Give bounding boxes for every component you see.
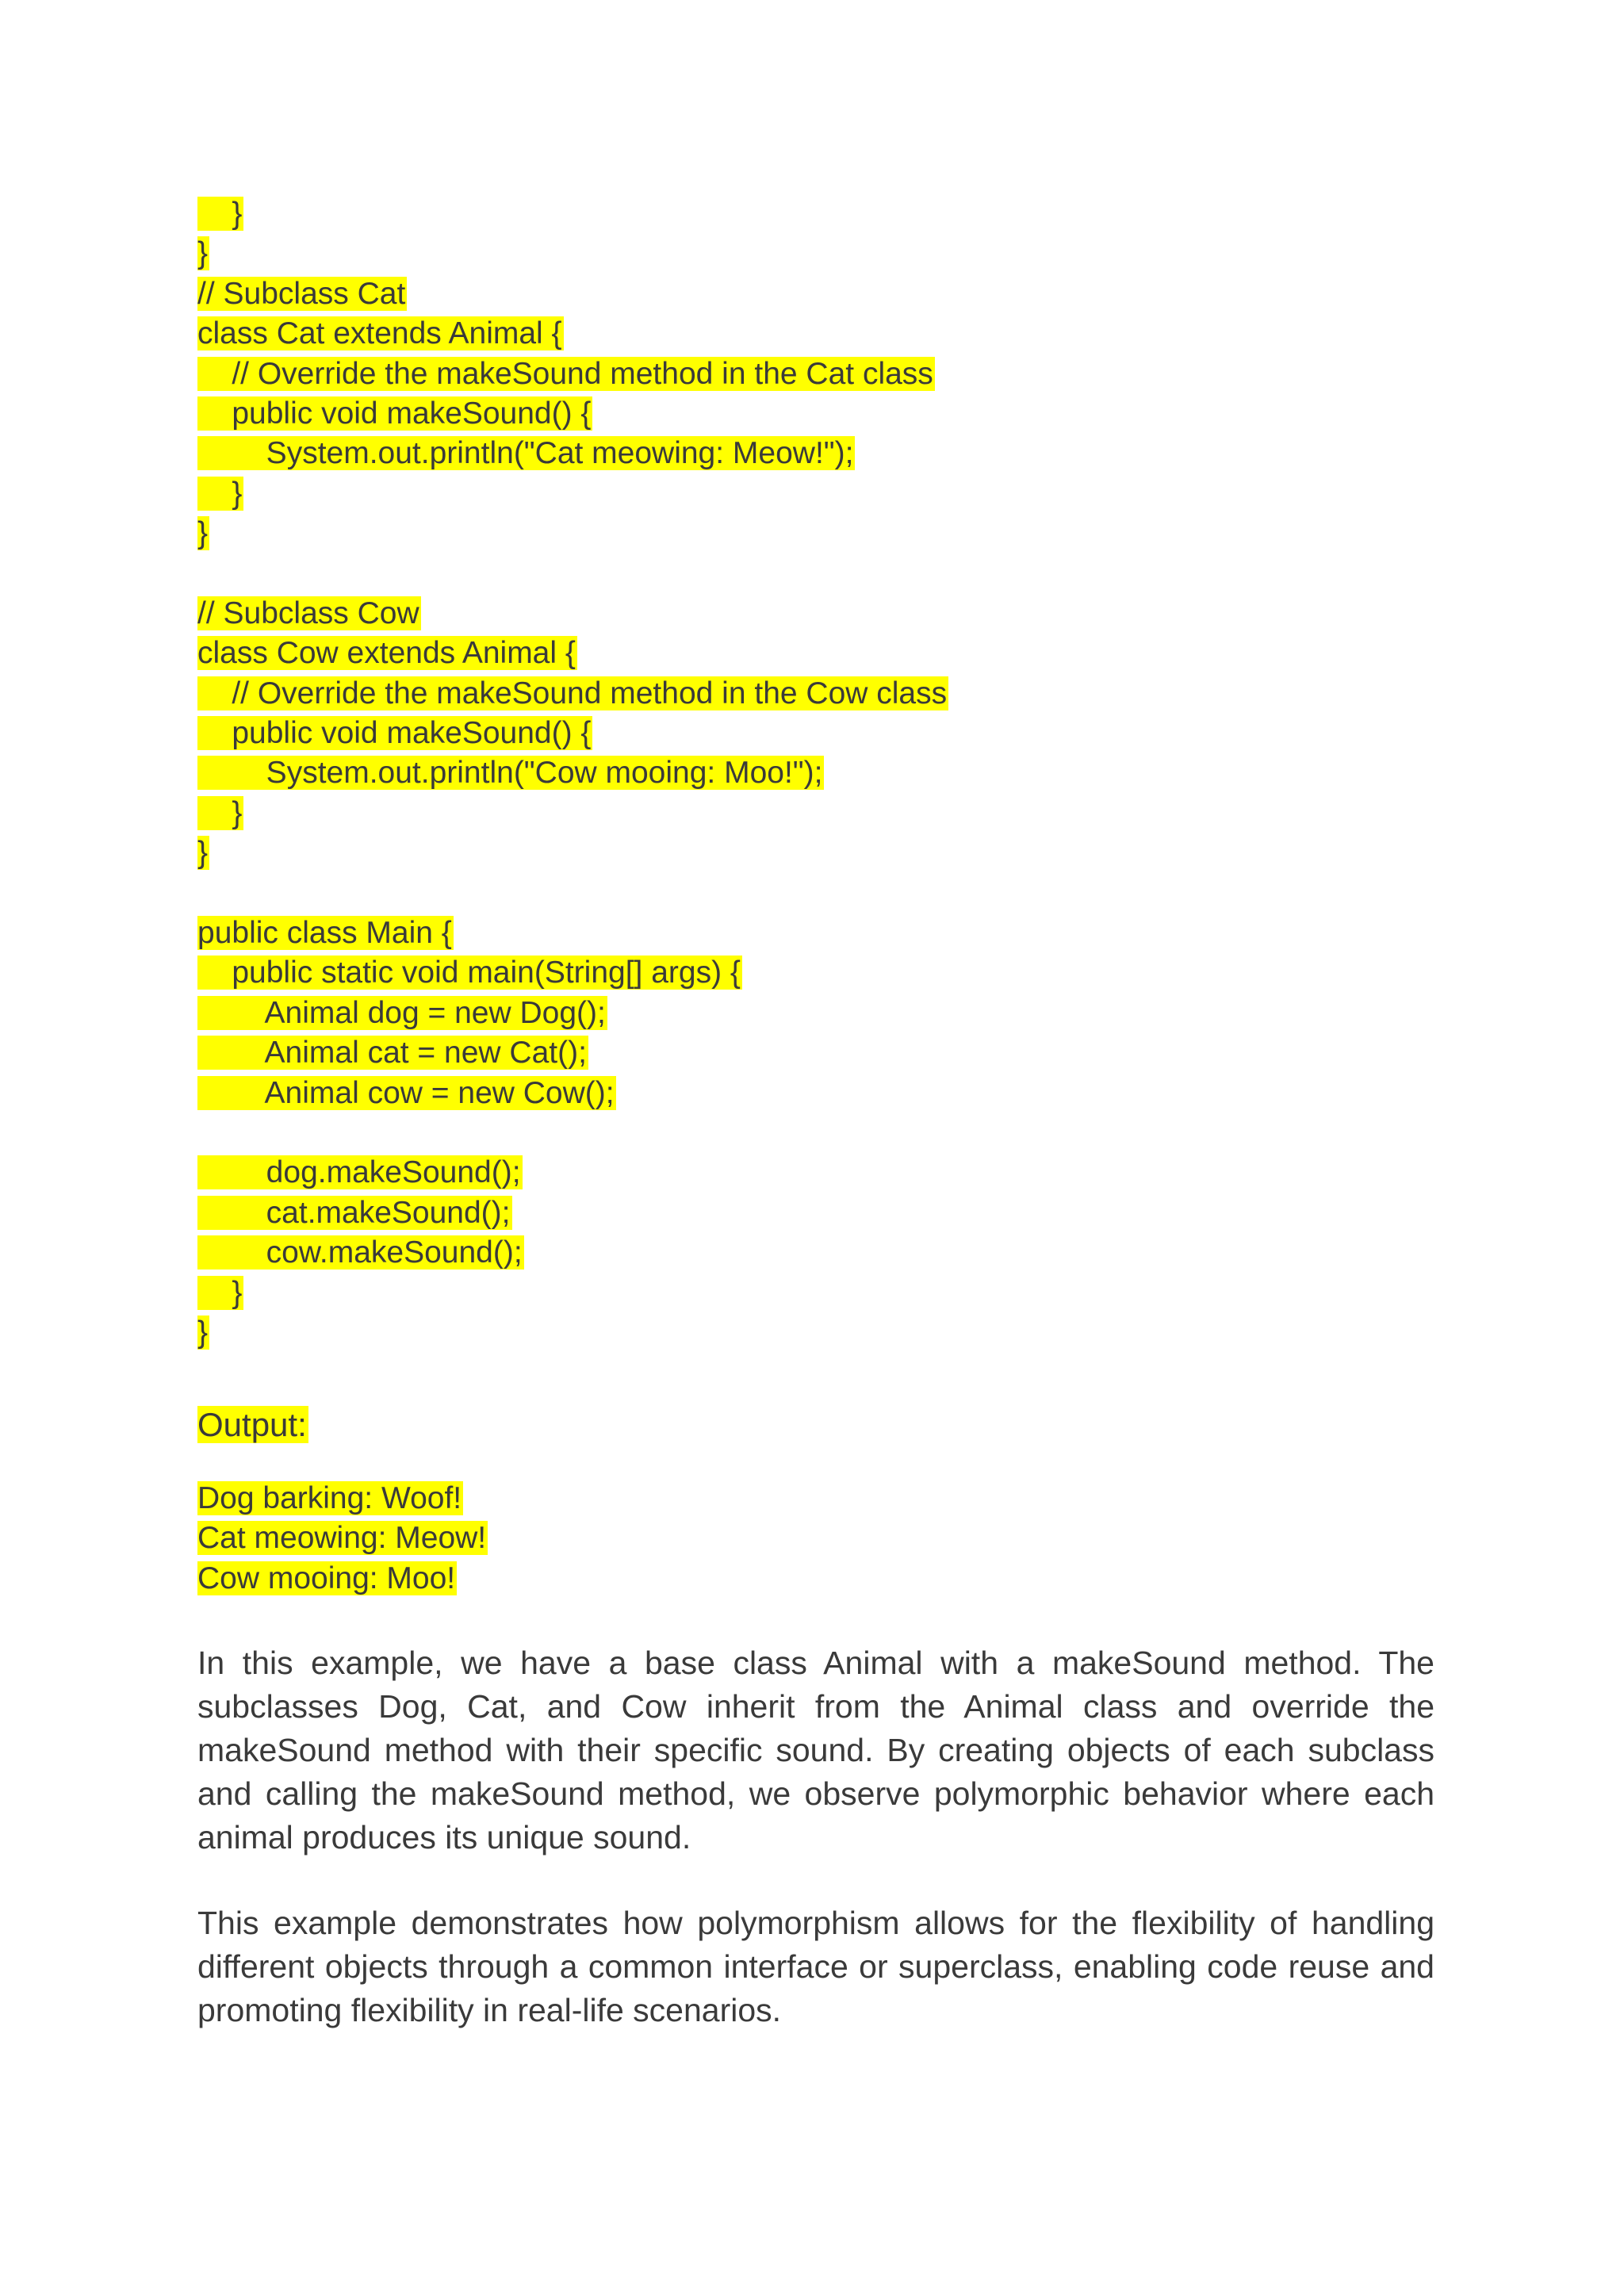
code-line bbox=[197, 314, 1434, 354]
conclusion-paragraph: This example demonstrates how polymorphism allows for the flexibility of handling different objects through a common interface or superclass, enabling code reuse and promoting flexibility in real-life scenarios. bbox=[197, 1904, 1434, 2028]
blank-line bbox=[197, 1113, 1434, 1153]
code-text: // Subclass Cow bbox=[197, 596, 419, 630]
code-text: } bbox=[197, 236, 209, 271]
code-text: } bbox=[197, 1315, 209, 1350]
code-line bbox=[197, 913, 1434, 953]
code-line bbox=[197, 1233, 1434, 1273]
blank-line bbox=[197, 554, 1434, 594]
code-text: } bbox=[197, 476, 243, 511]
output-text: Dog barking: Woof! bbox=[197, 1480, 462, 1515]
code-text: cat.makeSound(); bbox=[197, 1195, 511, 1230]
code-text: // Subclass Cat bbox=[197, 276, 406, 311]
code-text: public class Main { bbox=[197, 916, 452, 951]
code-text: public static void main(String[] args) { bbox=[197, 956, 741, 990]
code-line bbox=[197, 1033, 1434, 1073]
output-heading bbox=[197, 1393, 1434, 1457]
output-text: Cat meowing: Meow! bbox=[197, 1521, 487, 1556]
code-line bbox=[197, 194, 1434, 234]
code-line bbox=[197, 594, 1434, 634]
code-line bbox=[197, 674, 1434, 714]
explanation-paragraph: In this example, we have a base class Animal with a makeSound method. The subclasses Dog, Cat, and Cow inherit from the Animal class and override the makeSound method with their specific sound. By creating objects of each subclass and calling the makeSound method, we observe polymorphic behavior where each animal produces its unique sound. bbox=[197, 1644, 1434, 1855]
output-line bbox=[197, 1559, 1434, 1599]
code-text: Animal dog = new Dog(); bbox=[197, 995, 606, 1030]
code-line bbox=[197, 394, 1434, 434]
code-line bbox=[197, 1074, 1434, 1113]
code-text: Animal cat = new Cat(); bbox=[197, 1036, 587, 1070]
output-heading-text: Output: bbox=[197, 1405, 307, 1443]
code-text: dog.makeSound(); bbox=[197, 1155, 521, 1190]
code-line bbox=[197, 634, 1434, 673]
code-line bbox=[197, 794, 1434, 833]
code-line bbox=[197, 354, 1434, 394]
code-line bbox=[197, 714, 1434, 753]
code-line bbox=[197, 1313, 1434, 1353]
code-text: cow.makeSound(); bbox=[197, 1235, 523, 1270]
code-line bbox=[197, 1193, 1434, 1233]
code-text: public void makeSound() { bbox=[197, 716, 592, 751]
code-text: // Override the makeSound method in the Cat class bbox=[197, 356, 933, 391]
blank-line bbox=[197, 1353, 1434, 1392]
code-line bbox=[197, 833, 1434, 873]
code-line bbox=[197, 994, 1434, 1033]
document-page bbox=[197, 194, 1434, 2032]
code-line bbox=[197, 234, 1434, 274]
code-line bbox=[197, 753, 1434, 793]
code-block bbox=[197, 194, 1434, 1353]
blank-line bbox=[197, 1457, 1434, 1479]
output-block bbox=[197, 1479, 1434, 1599]
code-text: } bbox=[197, 795, 243, 830]
code-text: } bbox=[197, 197, 243, 231]
code-line bbox=[197, 474, 1434, 514]
blank-line bbox=[197, 874, 1434, 913]
output-text: Cow mooing: Moo! bbox=[197, 1561, 456, 1595]
paragraph-spacer bbox=[197, 1859, 1434, 1901]
paragraph-spacer bbox=[197, 1599, 1434, 1641]
code-text: System.out.println("Cow mooing: Moo!"); bbox=[197, 756, 823, 791]
code-text: } bbox=[197, 836, 209, 871]
code-line bbox=[197, 1153, 1434, 1193]
code-line bbox=[197, 434, 1434, 473]
output-line bbox=[197, 1518, 1434, 1558]
code-line bbox=[197, 1273, 1434, 1313]
code-line bbox=[197, 953, 1434, 993]
code-text: // Override the makeSound method in the Cow class bbox=[197, 676, 948, 710]
code-text: class Cat extends Animal { bbox=[197, 316, 562, 351]
code-line bbox=[197, 514, 1434, 553]
code-text: Animal cow = new Cow(); bbox=[197, 1075, 615, 1110]
code-text: public void makeSound() { bbox=[197, 396, 592, 431]
code-text: class Cow extends Animal { bbox=[197, 636, 576, 671]
code-text: System.out.println("Cat meowing: Meow!"); bbox=[197, 436, 854, 471]
code-text: } bbox=[197, 516, 209, 551]
code-text: } bbox=[197, 1275, 243, 1310]
output-line bbox=[197, 1479, 1434, 1518]
code-line bbox=[197, 274, 1434, 314]
